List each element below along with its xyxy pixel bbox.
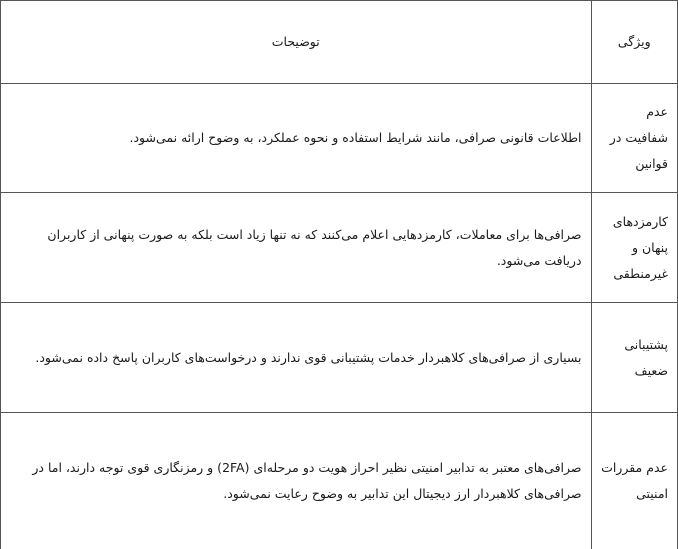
table-row <box>1 84 678 193</box>
description-cell: صرافی‌ها برای معاملات، کارمزدهایی اعلام می‌کنند که نه تنها زیاد است بلکه به صورت پنهانی از کاربران دریافت می‌شود. <box>1 193 592 303</box>
table-row <box>1 193 678 303</box>
feature-cell: پشتیبانی ضعیف <box>591 303 677 413</box>
feature-cell: عدم شفافیت در قوانین <box>591 84 677 193</box>
header-description: توضیحات <box>1 1 592 84</box>
table-row <box>1 413 678 549</box>
header-feature: ویژگی <box>591 1 677 84</box>
description-cell: اطلاعات قانونی صرافی، مانند شرایط استفاده و نحوه عملکرد، به وضوح ارائه نمی‌شود. <box>1 84 592 193</box>
feature-cell: کارمزدهای پنهان و غیرمنطقی <box>591 193 677 303</box>
description-cell: صرافی‌های معتبر به تدابیر امنیتی نظیر احراز هویت دو مرحله‌ای (2FA) و رمزنگاری قوی توجه دارند، اما در صرافی‌های کلاهبردار ارز دیجیتال این تدابیر به وضوح رعایت نمی‌شود. <box>1 413 592 549</box>
feature-cell: عدم مقررات امنیتی <box>591 413 677 549</box>
table-header-row <box>1 1 678 84</box>
table-row <box>1 303 678 413</box>
description-cell: بسیاری از صرافی‌های کلاهبردار خدمات پشتیبانی قوی ندارند و درخواست‌های کاربران پاسخ داده نمی‌شود. <box>1 303 592 413</box>
